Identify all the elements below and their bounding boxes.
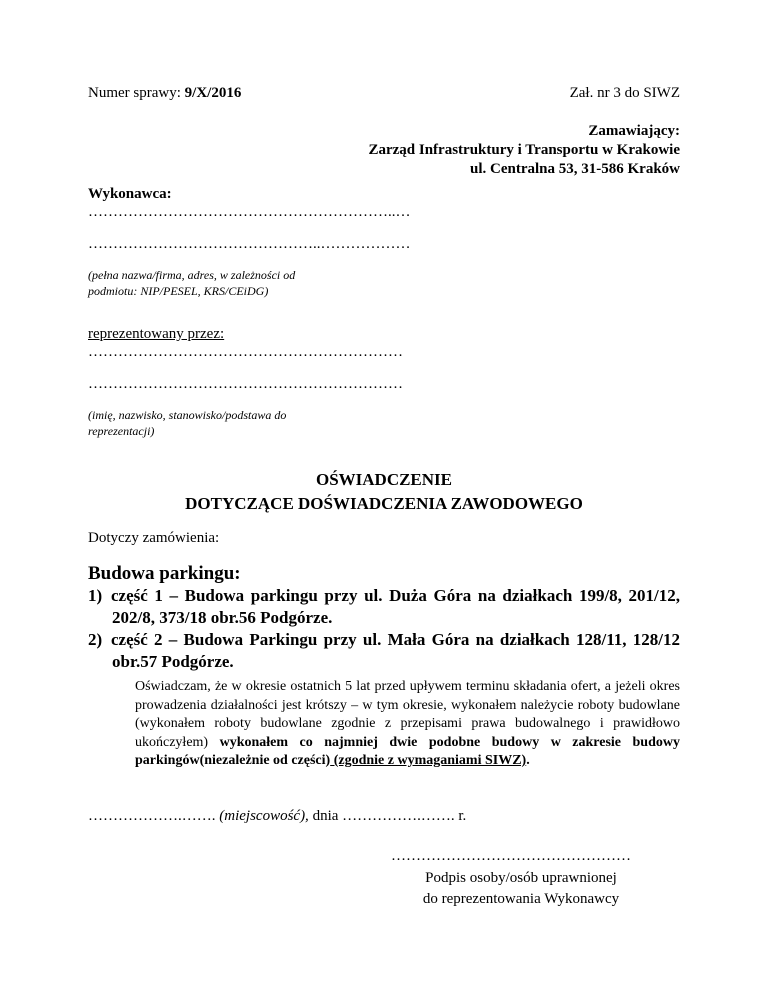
statement-end: . (526, 753, 530, 768)
document-title (88, 468, 680, 516)
ordering-party-block (300, 122, 680, 179)
representative-label: reprezentowany przez: (88, 326, 225, 342)
contractor-note: (pełna nazwa/firma, adres, w zależności od podmiotu: NIP/PESEL, KRS/CEiDG) (88, 268, 296, 298)
signature-line-2: do reprezentowania Wykonawcy (422, 891, 620, 907)
statement-text: Oświadczam, że w okresie ostatnich 5 lat przed upływem terminu składania ofert, a jeżeli okres prowadzenia działalności jest krótszy – w tym okresie, wykonałem należycie roboty budowlane (wykonałem roboty budowlane zgodnie z przepisami prawa budowalnego i prawidłowo ukończyłem) (135, 679, 680, 750)
list-item (88, 629, 680, 673)
title-line-2: DOTYCZĄCE DOŚWIADCZENIA ZAWODOWEGO (185, 494, 583, 513)
date-dots: …………….……. (342, 808, 455, 824)
representative-line-2: ……………………………………………………… (88, 376, 403, 392)
subject-label: Dotyczy zamówienia: (88, 530, 220, 546)
list-item-text: część 2 – Budowa Parkingu przy ul. Mała Góra na działkach 128/11, 128/12 obr.57 Podgórze. (111, 630, 680, 671)
subject-heading: Budowa parkingu: (88, 563, 241, 584)
contractor-label: Wykonawca: (88, 186, 172, 202)
attachment-label: Zał. nr 3 do SIWZ (569, 85, 680, 101)
representative-note: (imię, nazwisko, stanowisko/podstawa do reprezentacji) (88, 408, 287, 438)
signature-line-1: Podpis osoby/osób uprawnionej (425, 870, 617, 886)
title-line-1: OŚWIADCZENIE (315, 470, 453, 489)
place-dots: ……………….……. (88, 808, 216, 824)
place-date-line (88, 808, 466, 825)
contractor-line-2: ………………………………………..……………… (88, 236, 411, 252)
date-suffix: r. (458, 808, 467, 824)
ordering-party-label: Zamawiający: (588, 123, 680, 139)
contractor-line-1: ……………………………………………………..… (88, 204, 411, 220)
ordering-party-address: ul. Centralna 53, 31-586 Kraków (470, 161, 680, 177)
case-number: 9/X/2016 (184, 85, 242, 101)
list-item-number: 1) (88, 586, 103, 605)
case-number-line (88, 85, 241, 102)
statement-bold-text: wykonałem co najmniej dwie podobne budowy w zakresie budowy parkingów(niezależnie od części) (135, 734, 680, 768)
list-item-number: 2) (88, 630, 103, 649)
representative-line-1: ……………………………………………………… (88, 344, 403, 360)
statement-paragraph (135, 678, 680, 771)
list-item-text: część 1 – Budowa parkingu przy ul. Duża Góra na działkach 199/8, 201/12, 202/8, 373/18 obr.56 Podgórze. (111, 586, 680, 627)
signature-caption (391, 868, 651, 910)
case-label: Numer sprawy: (88, 85, 181, 101)
signature-dots: ………………………………………… (391, 848, 631, 864)
statement-underlined-text: (zgodnie z wymaganiami SIWZ) (330, 753, 527, 768)
place-label: (miejscowość), (219, 808, 309, 824)
date-label: dnia (312, 808, 339, 824)
ordering-party-name: Zarząd Infrastruktury i Transportu w Krakowie (368, 142, 680, 158)
list-item (88, 585, 680, 629)
